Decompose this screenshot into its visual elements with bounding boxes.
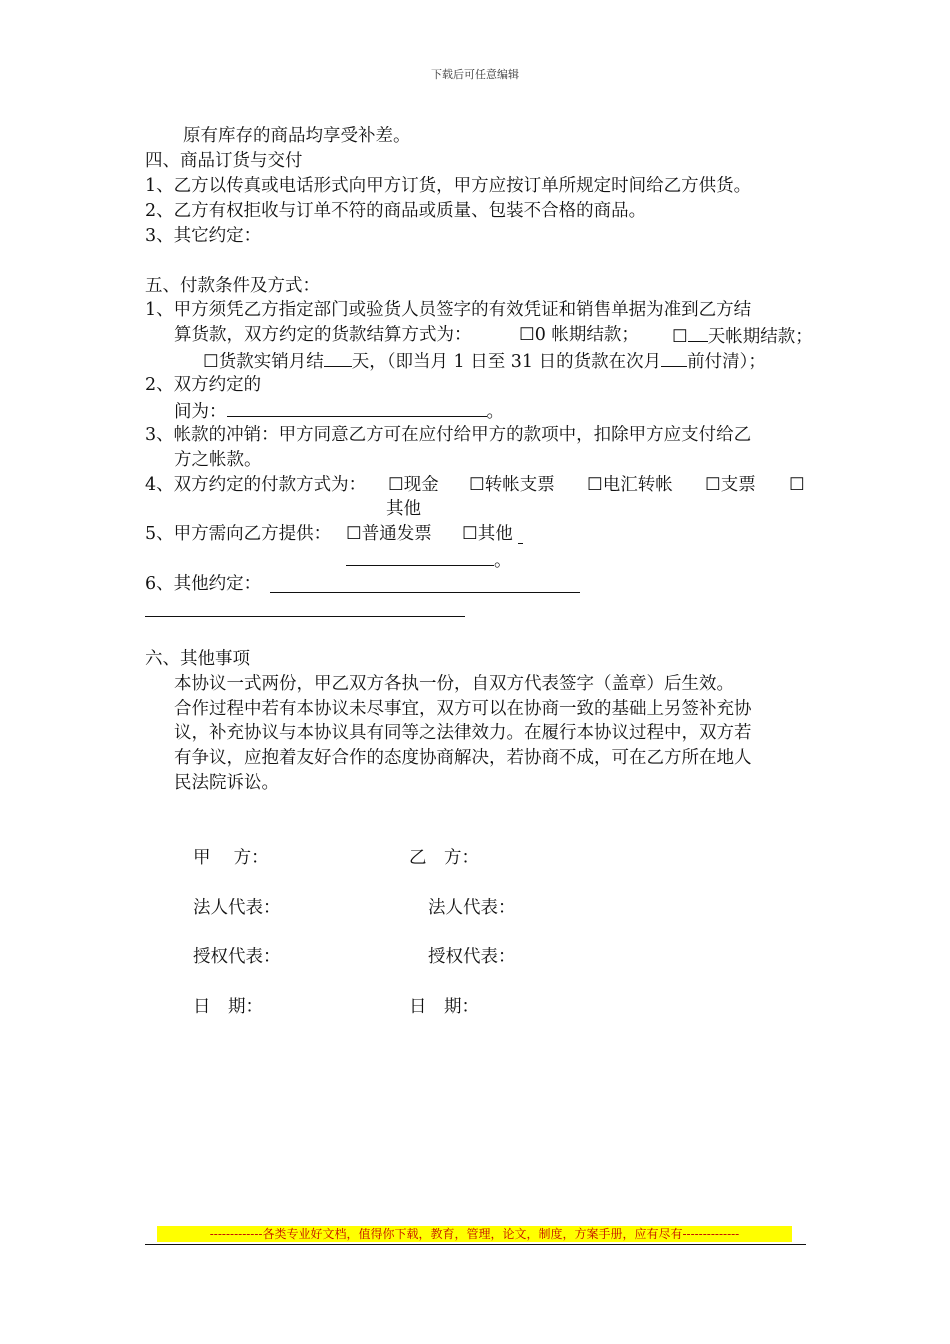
footer-rule (145, 1244, 806, 1245)
clause-5-3-line2: 方之帐款。 (174, 450, 262, 470)
option-plain-invoice[interactable]: ☐普通发票 (346, 524, 432, 544)
section-heading-5: 五、付款条件及方式： (145, 276, 320, 296)
page-header: 下载后可任意编辑 (431, 68, 519, 81)
checkbox-days-period[interactable]: ☐ (672, 327, 688, 347)
clause-6-para2-line1: 合作过程中若有本协议未尽事宜，双方可以在协商一致的基础上另签补充协 (174, 699, 752, 719)
option-transfer-check[interactable]: ☐转帐支票 (469, 475, 555, 495)
clause-5-1-line1: 1、甲方须凭乙方指定部门或验货人员签字的有效凭证和销售单据为准到乙方结 (145, 300, 752, 320)
clause-4-3: 3、其它约定： (145, 226, 262, 246)
section-heading-4: 四、商品订货与交付 (145, 151, 303, 171)
date-b-label: 日 期： (409, 997, 479, 1017)
clause-4-2: 2、乙方有权拒收与订单不符的商品或质量、包装不合格的商品。 (145, 201, 647, 221)
settlement-method-text: 算货款，双方约定的货款结算方式为： (174, 325, 472, 345)
next-month-day-blank[interactable] (661, 348, 687, 367)
monthly-settlement-end: 前付清）； (687, 352, 766, 372)
interval-label: 间为： (174, 402, 227, 422)
clause-5-1-line3 (203, 348, 766, 374)
invoice-other-blank[interactable] (346, 547, 494, 566)
clause-6-para1: 本协议一式两份，甲乙双方各执一份，自双方代表签字（盖章）后生效。 (174, 674, 734, 694)
option-other-label: 其他 (386, 499, 421, 519)
monthly-settlement-text: 天，（即当月 1 日至 31 日的货款在次月 (351, 352, 662, 372)
days-blank[interactable] (688, 323, 708, 342)
date-a-label: 日 期： (193, 997, 263, 1017)
option-zero-period[interactable]: ☐0 帐期结款； (519, 325, 639, 345)
days-period-label: 天帐期结款； (707, 327, 813, 347)
clause-6-para2-line2: 议，补充协议与本协议具有同等之法律效力。在履行本协议过程中，双方若 (174, 723, 752, 743)
clause-5-4-text: 4、双方约定的付款方式为： (145, 475, 367, 495)
option-invoice-other[interactable]: ☐其他 (462, 524, 513, 544)
clause-5-3-line1: 3、帐款的冲销：甲方同意乙方可在应付给甲方的款项中，扣除甲方应支付给乙 (145, 425, 752, 445)
option-wire-transfer[interactable]: ☐电汇转帐 (587, 475, 673, 495)
party-b-label: 乙 方： (409, 848, 479, 868)
footer-banner: -------------各类专业好文档，值得你下载，教育，管理，论文，制度，方案手册，应有尽有-------------- (157, 1226, 792, 1242)
option-check[interactable]: ☐支票 (705, 475, 756, 495)
clause-4-1: 1、乙方以传真或电话形式向甲方订货，甲方应按订单所规定时间给乙方供货。 (145, 176, 752, 196)
party-a-label: 甲 方： (193, 848, 269, 868)
other-agreement-blank-2[interactable] (145, 616, 465, 617)
option-other-checkbox[interactable]: ☐ (789, 475, 805, 495)
interval-blank[interactable] (227, 398, 487, 417)
clause-5-6-text: 6、其他约定： (145, 574, 262, 594)
auth-rep-a-label: 授权代表： (193, 947, 281, 967)
monthly-day-blank[interactable] (324, 348, 352, 367)
option-monthly-settlement[interactable]: ☐货款实销月结 (203, 352, 324, 372)
clause-5-5-text: 5、甲方需向乙方提供： (145, 524, 332, 544)
clause-6-para2-line4: 民法院诉讼。 (174, 773, 279, 793)
invoice-other-line2 (346, 547, 512, 573)
paragraph-line: 原有库存的商品均享受补差。 (183, 126, 411, 146)
invoice-other-end: 。 (494, 551, 512, 571)
clause-5-2-line1: 2、双方约定的 (145, 375, 262, 395)
clause-5-1-line2 (174, 323, 472, 347)
auth-rep-b-label: 授权代表： (428, 947, 516, 967)
legal-rep-b-label: 法人代表： (428, 898, 516, 918)
interval-end: 。 (486, 402, 504, 422)
clause-5-2-line2 (174, 398, 504, 424)
clause-6-para2-line3: 有争议，应抱着友好合作的态度协商解决，若协商不成，可在乙方所在地人 (174, 748, 752, 768)
section-heading-6: 六、其他事项 (145, 649, 250, 669)
legal-rep-a-label: 法人代表： (193, 898, 281, 918)
other-agreement-blank-1[interactable] (270, 592, 580, 593)
invoice-other-blank-start (518, 543, 523, 544)
option-days-period[interactable] (672, 323, 813, 349)
option-cash[interactable]: ☐现金 (388, 475, 439, 495)
